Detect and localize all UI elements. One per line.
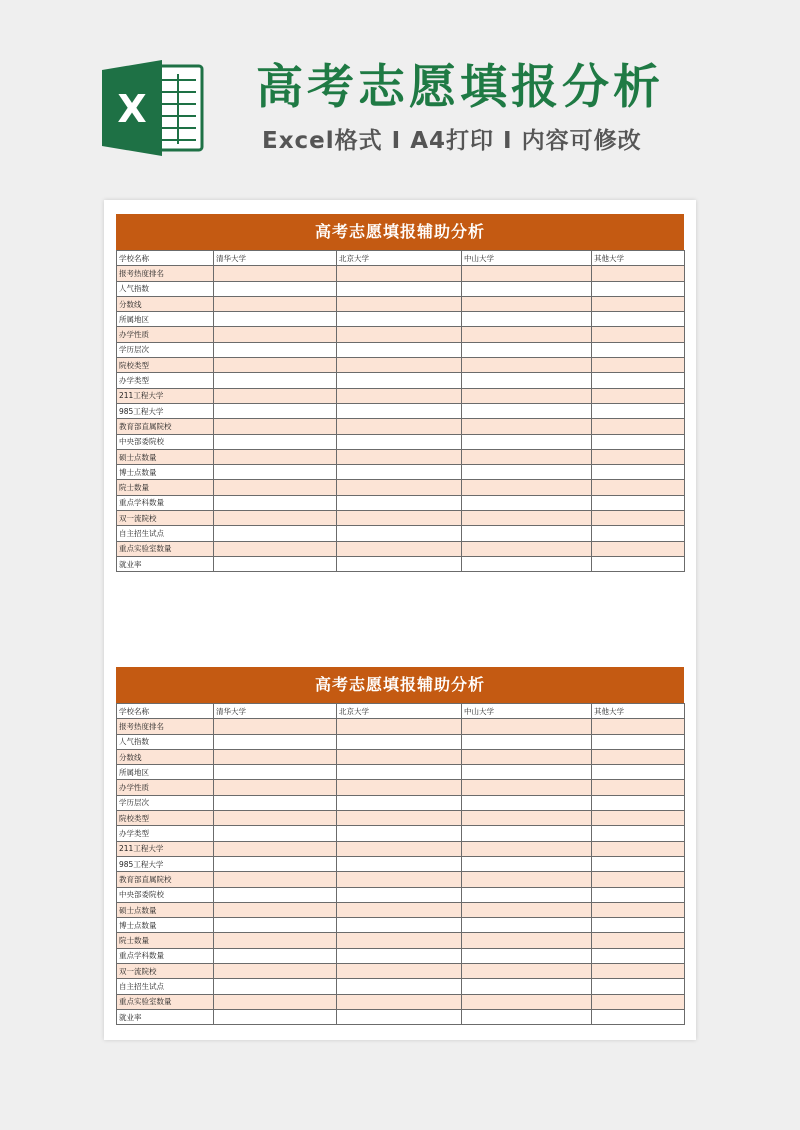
- table-row: [117, 749, 685, 764]
- data-cell[interactable]: [592, 403, 685, 418]
- data-cell[interactable]: [214, 719, 337, 734]
- column-header[interactable]: 北京大学: [337, 704, 462, 719]
- data-cell[interactable]: [337, 526, 462, 541]
- table-row: [117, 979, 685, 994]
- data-cell[interactable]: [337, 419, 462, 434]
- data-cell[interactable]: [337, 327, 462, 342]
- row-label-cell[interactable]: 硕士点数量: [117, 902, 214, 917]
- data-cell[interactable]: [462, 948, 592, 963]
- row-label-cell[interactable]: 重点学科数量: [117, 948, 214, 963]
- table-header-row: [117, 704, 685, 719]
- data-cell[interactable]: [337, 749, 462, 764]
- row-label-cell[interactable]: 院校类型: [117, 358, 214, 373]
- data-cell[interactable]: [214, 465, 337, 480]
- table-row: [117, 312, 685, 327]
- data-cell[interactable]: [214, 419, 337, 434]
- table-title: 高考志愿填报辅助分析: [116, 667, 684, 703]
- data-cell[interactable]: [462, 281, 592, 296]
- row-label-cell[interactable]: 重点学科数量: [117, 495, 214, 510]
- data-cell[interactable]: [214, 841, 337, 856]
- table-row: [117, 526, 685, 541]
- data-cell[interactable]: [462, 964, 592, 979]
- data-cell[interactable]: [462, 795, 592, 810]
- data-cell[interactable]: [592, 749, 685, 764]
- data-cell[interactable]: [337, 826, 462, 841]
- data-cell[interactable]: [214, 933, 337, 948]
- data-cell[interactable]: [592, 872, 685, 887]
- data-cell[interactable]: [337, 541, 462, 556]
- table-row: [117, 887, 685, 902]
- table-row: [117, 902, 685, 917]
- data-cell[interactable]: [337, 979, 462, 994]
- table-row: [117, 872, 685, 887]
- page-title: 高考志愿填报分析: [256, 60, 664, 115]
- data-cell[interactable]: [592, 719, 685, 734]
- row-label-cell[interactable]: 办学性质: [117, 780, 214, 795]
- data-cell[interactable]: [214, 902, 337, 917]
- data-cell[interactable]: [214, 449, 337, 464]
- column-header[interactable]: 中山大学: [462, 704, 592, 719]
- column-header[interactable]: 清华大学: [214, 251, 337, 266]
- data-cell[interactable]: [462, 933, 592, 948]
- row-label-cell[interactable]: 报考热度排名: [117, 719, 214, 734]
- data-cell[interactable]: [592, 373, 685, 388]
- table-row: [117, 841, 685, 856]
- data-cell[interactable]: [592, 312, 685, 327]
- data-cell[interactable]: [337, 841, 462, 856]
- column-header[interactable]: 清华大学: [214, 704, 337, 719]
- row-label-cell[interactable]: 自主招生试点: [117, 526, 214, 541]
- data-cell[interactable]: [462, 419, 592, 434]
- data-cell[interactable]: [337, 1009, 462, 1024]
- page-subtitle: Excel格式 I A4打印 I 内容可修改: [262, 128, 642, 154]
- column-header[interactable]: 其他大学: [592, 704, 685, 719]
- data-cell[interactable]: [592, 994, 685, 1009]
- data-cell[interactable]: [337, 918, 462, 933]
- data-cell[interactable]: [462, 358, 592, 373]
- excel-logo-letter: X: [117, 87, 147, 131]
- table-row: [117, 281, 685, 296]
- data-cell[interactable]: [462, 266, 592, 281]
- header: [0, 0, 800, 190]
- data-cell[interactable]: [592, 887, 685, 902]
- data-cell[interactable]: [214, 526, 337, 541]
- data-cell[interactable]: [592, 964, 685, 979]
- data-cell[interactable]: [592, 556, 685, 571]
- data-cell[interactable]: [592, 841, 685, 856]
- data-cell[interactable]: [462, 780, 592, 795]
- table-row: [117, 296, 685, 311]
- table-row: [117, 327, 685, 342]
- data-cell[interactable]: [214, 979, 337, 994]
- data-cell[interactable]: [592, 511, 685, 526]
- row-label-cell[interactable]: 自主招生试点: [117, 979, 214, 994]
- row-label-cell[interactable]: 人气指数: [117, 281, 214, 296]
- data-cell[interactable]: [214, 556, 337, 571]
- data-cell[interactable]: [592, 388, 685, 403]
- data-cell[interactable]: [337, 296, 462, 311]
- data-cell[interactable]: [214, 327, 337, 342]
- data-cell[interactable]: [214, 403, 337, 418]
- table-row: [117, 541, 685, 556]
- data-cell[interactable]: [214, 495, 337, 510]
- data-cell[interactable]: [592, 296, 685, 311]
- data-cell[interactable]: [592, 327, 685, 342]
- data-cell[interactable]: [337, 388, 462, 403]
- data-cell[interactable]: [462, 918, 592, 933]
- row-label-cell[interactable]: 学历层次: [117, 342, 214, 357]
- table-block-1: [116, 214, 684, 572]
- data-cell[interactable]: [337, 765, 462, 780]
- row-label-cell[interactable]: 教育部直属院校: [117, 419, 214, 434]
- table-row: [117, 933, 685, 948]
- data-cell[interactable]: [214, 734, 337, 749]
- table-row: [117, 556, 685, 571]
- data-cell[interactable]: [214, 918, 337, 933]
- data-cell[interactable]: [592, 281, 685, 296]
- row-label-cell[interactable]: 学历层次: [117, 795, 214, 810]
- data-cell[interactable]: [592, 1009, 685, 1024]
- row-label-cell[interactable]: 重点实验室数量: [117, 994, 214, 1009]
- data-cell[interactable]: [592, 266, 685, 281]
- data-cell[interactable]: [462, 979, 592, 994]
- row-label-cell[interactable]: 分数线: [117, 296, 214, 311]
- data-cell[interactable]: [214, 511, 337, 526]
- data-cell[interactable]: [337, 281, 462, 296]
- row-label-cell[interactable]: 硕士点数量: [117, 449, 214, 464]
- data-cell[interactable]: [462, 872, 592, 887]
- table-row: [117, 994, 685, 1009]
- data-cell[interactable]: [214, 856, 337, 871]
- data-cell[interactable]: [337, 994, 462, 1009]
- table-block-2: [116, 667, 684, 1025]
- data-cell[interactable]: [214, 434, 337, 449]
- data-cell[interactable]: [214, 312, 337, 327]
- data-cell[interactable]: [214, 1009, 337, 1024]
- table-row: [117, 388, 685, 403]
- data-cell[interactable]: [592, 856, 685, 871]
- data-cell[interactable]: [462, 749, 592, 764]
- data-cell[interactable]: [337, 480, 462, 495]
- data-cell[interactable]: [592, 902, 685, 917]
- data-cell[interactable]: [462, 373, 592, 388]
- row-label-cell[interactable]: 办学类型: [117, 826, 214, 841]
- table-row: [117, 918, 685, 933]
- row-label-cell[interactable]: 教育部直属院校: [117, 872, 214, 887]
- row-label-cell[interactable]: 分数线: [117, 749, 214, 764]
- table-row: [117, 449, 685, 464]
- data-cell[interactable]: [462, 495, 592, 510]
- row-label-cell[interactable]: 人气指数: [117, 734, 214, 749]
- data-cell[interactable]: [592, 541, 685, 556]
- data-cell[interactable]: [592, 933, 685, 948]
- excel-icon: [100, 58, 206, 158]
- row-label-cell[interactable]: 院校类型: [117, 811, 214, 826]
- data-cell[interactable]: [462, 403, 592, 418]
- data-cell[interactable]: [337, 465, 462, 480]
- data-cell[interactable]: [214, 342, 337, 357]
- data-cell[interactable]: [462, 719, 592, 734]
- row-label-cell[interactable]: 985工程大学: [117, 856, 214, 871]
- data-cell[interactable]: [214, 358, 337, 373]
- row-label-cell[interactable]: 院士数量: [117, 933, 214, 948]
- data-cell[interactable]: [592, 826, 685, 841]
- table-row: [117, 1009, 685, 1024]
- data-cell[interactable]: [214, 765, 337, 780]
- data-cell[interactable]: [592, 449, 685, 464]
- data-cell[interactable]: [337, 434, 462, 449]
- data-cell[interactable]: [462, 312, 592, 327]
- data-cell[interactable]: [337, 964, 462, 979]
- row-label-cell[interactable]: 所属地区: [117, 765, 214, 780]
- data-cell[interactable]: [462, 887, 592, 902]
- data-cell[interactable]: [214, 948, 337, 963]
- data-cell[interactable]: [337, 358, 462, 373]
- data-cell[interactable]: [592, 948, 685, 963]
- data-cell[interactable]: [214, 795, 337, 810]
- data-cell[interactable]: [214, 811, 337, 826]
- table-row: [117, 511, 685, 526]
- data-cell[interactable]: [462, 856, 592, 871]
- data-cell[interactable]: [462, 434, 592, 449]
- row-label-cell[interactable]: 双一流院校: [117, 511, 214, 526]
- row-label-cell[interactable]: 中央部委院校: [117, 434, 214, 449]
- data-cell[interactable]: [592, 780, 685, 795]
- table-header-row: [117, 251, 685, 266]
- data-cell[interactable]: [462, 511, 592, 526]
- table-row: [117, 266, 685, 281]
- data-cell[interactable]: [337, 856, 462, 871]
- data-cell[interactable]: [337, 948, 462, 963]
- data-cell[interactable]: [337, 511, 462, 526]
- data-cell[interactable]: [214, 994, 337, 1009]
- row-label-cell[interactable]: 院士数量: [117, 480, 214, 495]
- table-row: [117, 403, 685, 418]
- row-label-cell[interactable]: 所属地区: [117, 312, 214, 327]
- data-cell[interactable]: [337, 902, 462, 917]
- row-label-cell[interactable]: 双一流院校: [117, 964, 214, 979]
- data-cell[interactable]: [337, 780, 462, 795]
- data-cell[interactable]: [592, 465, 685, 480]
- data-cell[interactable]: [592, 979, 685, 994]
- table-row: [117, 373, 685, 388]
- data-cell[interactable]: [462, 902, 592, 917]
- data-cell[interactable]: [214, 480, 337, 495]
- data-cell[interactable]: [592, 480, 685, 495]
- data-cell[interactable]: [214, 541, 337, 556]
- column-header[interactable]: 中山大学: [462, 251, 592, 266]
- data-cell[interactable]: [337, 556, 462, 571]
- data-cell[interactable]: [337, 811, 462, 826]
- row-label-cell[interactable]: 211工程大学: [117, 841, 214, 856]
- table-row: [117, 465, 685, 480]
- data-cell[interactable]: [214, 296, 337, 311]
- data-cell[interactable]: [462, 556, 592, 571]
- table-row: [117, 495, 685, 510]
- data-cell[interactable]: [337, 887, 462, 902]
- row-label-cell[interactable]: 报考热度排名: [117, 266, 214, 281]
- table-row: [117, 480, 685, 495]
- table-row: [117, 765, 685, 780]
- table-row: [117, 811, 685, 826]
- data-cell[interactable]: [592, 734, 685, 749]
- row-label-cell[interactable]: 办学性质: [117, 327, 214, 342]
- data-cell[interactable]: [462, 480, 592, 495]
- data-cell[interactable]: [337, 795, 462, 810]
- data-cell[interactable]: [214, 964, 337, 979]
- table-row: [117, 719, 685, 734]
- data-cell[interactable]: [337, 872, 462, 887]
- data-cell[interactable]: [592, 811, 685, 826]
- row-label-cell[interactable]: 中央部委院校: [117, 887, 214, 902]
- data-cell[interactable]: [337, 495, 462, 510]
- row-label-cell[interactable]: 博士点数量: [117, 465, 214, 480]
- data-cell[interactable]: [462, 541, 592, 556]
- row-label-cell[interactable]: 重点实验室数量: [117, 541, 214, 556]
- data-cell[interactable]: [462, 765, 592, 780]
- comparison-table: [116, 703, 685, 1025]
- data-cell[interactable]: [462, 734, 592, 749]
- data-cell[interactable]: [337, 403, 462, 418]
- data-cell[interactable]: [214, 373, 337, 388]
- data-cell[interactable]: [214, 872, 337, 887]
- data-cell[interactable]: [462, 526, 592, 541]
- column-header[interactable]: 学校名称: [117, 251, 214, 266]
- data-cell[interactable]: [462, 994, 592, 1009]
- data-cell[interactable]: [337, 719, 462, 734]
- column-header[interactable]: 北京大学: [337, 251, 462, 266]
- table-row: [117, 358, 685, 373]
- row-label-cell[interactable]: 211工程大学: [117, 388, 214, 403]
- data-cell[interactable]: [592, 434, 685, 449]
- data-cell[interactable]: [337, 312, 462, 327]
- data-cell[interactable]: [214, 887, 337, 902]
- data-cell[interactable]: [462, 342, 592, 357]
- column-header[interactable]: 其他大学: [592, 251, 685, 266]
- data-cell[interactable]: [592, 358, 685, 373]
- data-cell[interactable]: [462, 826, 592, 841]
- row-label-cell[interactable]: 985工程大学: [117, 403, 214, 418]
- data-cell[interactable]: [337, 734, 462, 749]
- data-cell[interactable]: [337, 266, 462, 281]
- data-cell[interactable]: [592, 765, 685, 780]
- data-cell[interactable]: [337, 449, 462, 464]
- data-cell[interactable]: [214, 266, 337, 281]
- data-cell[interactable]: [214, 780, 337, 795]
- data-cell[interactable]: [462, 811, 592, 826]
- data-cell[interactable]: [337, 373, 462, 388]
- row-label-cell[interactable]: 就业率: [117, 556, 214, 571]
- table-row: [117, 795, 685, 810]
- data-cell[interactable]: [214, 281, 337, 296]
- row-label-cell[interactable]: 博士点数量: [117, 918, 214, 933]
- comparison-table: [116, 250, 685, 572]
- data-cell[interactable]: [462, 1009, 592, 1024]
- row-label-cell[interactable]: 就业率: [117, 1009, 214, 1024]
- table-title: 高考志愿填报辅助分析: [116, 214, 684, 250]
- table-row: [117, 734, 685, 749]
- document-sheet: [104, 200, 696, 1040]
- row-label-cell[interactable]: 办学类型: [117, 373, 214, 388]
- table-row: [117, 780, 685, 795]
- table-row: [117, 434, 685, 449]
- data-cell[interactable]: [592, 495, 685, 510]
- data-cell[interactable]: [337, 342, 462, 357]
- table-row: [117, 419, 685, 434]
- data-cell[interactable]: [214, 749, 337, 764]
- data-cell[interactable]: [592, 918, 685, 933]
- data-cell[interactable]: [462, 465, 592, 480]
- table-row: [117, 856, 685, 871]
- data-cell[interactable]: [592, 419, 685, 434]
- data-cell[interactable]: [462, 296, 592, 311]
- data-cell[interactable]: [592, 795, 685, 810]
- data-cell[interactable]: [592, 342, 685, 357]
- table-row: [117, 948, 685, 963]
- data-cell[interactable]: [462, 327, 592, 342]
- table-row: [117, 342, 685, 357]
- data-cell[interactable]: [214, 826, 337, 841]
- data-cell[interactable]: [592, 526, 685, 541]
- data-cell[interactable]: [462, 449, 592, 464]
- data-cell[interactable]: [462, 388, 592, 403]
- column-header[interactable]: 学校名称: [117, 704, 214, 719]
- data-cell[interactable]: [337, 933, 462, 948]
- data-cell[interactable]: [214, 388, 337, 403]
- table-row: [117, 964, 685, 979]
- data-cell[interactable]: [462, 841, 592, 856]
- table-row: [117, 826, 685, 841]
